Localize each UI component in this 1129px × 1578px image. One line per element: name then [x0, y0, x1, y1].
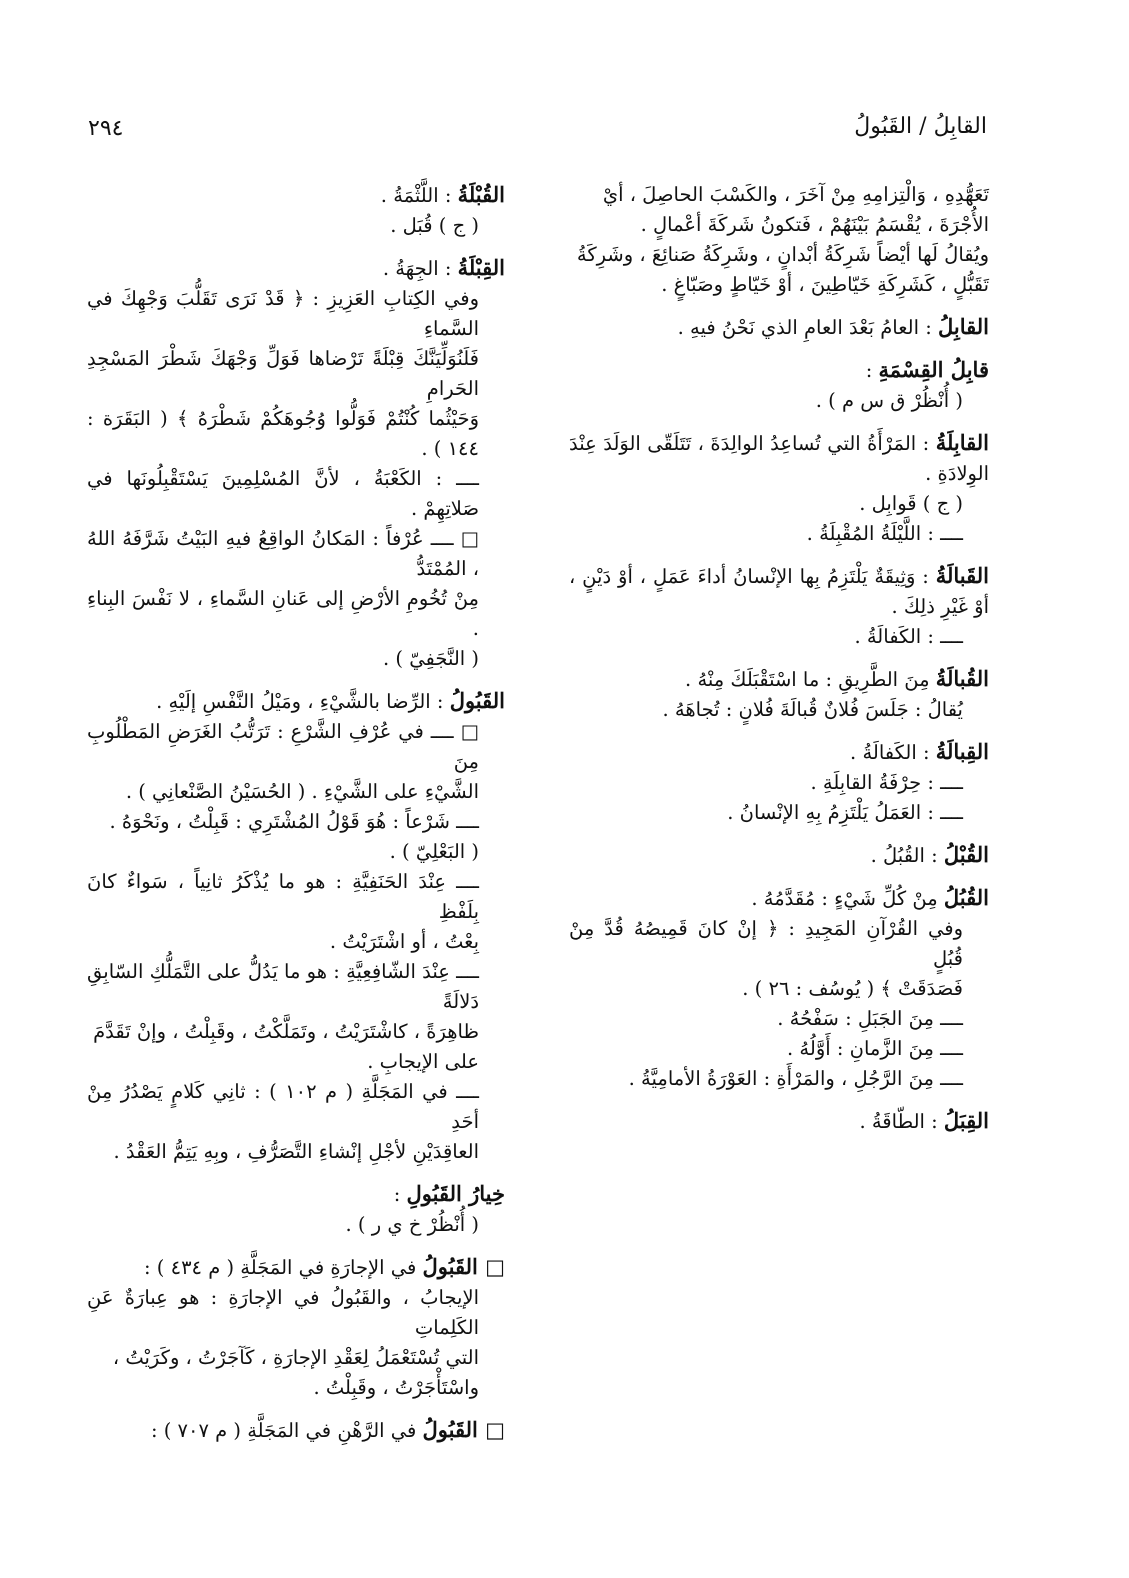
entry-definition: في الرَّهْنِ في المَجَلَّةِ ( م ٧٠٧ ) :: [150, 1419, 423, 1442]
entry-headword: القِبْلَةُ: [457, 255, 505, 280]
dictionary-entry: [87, 180, 505, 241]
entry-line: ــــ مِنَ الزَّمانِ : أَوَّلُهُ .: [787, 1037, 963, 1060]
entry-line: ــــ : اللَّيْلَةُ المُقْبِلَةُ .: [806, 522, 963, 545]
entry-line: ــــ : الكَفالَةُ .: [854, 625, 963, 648]
entry-line: ( أُنْظُرْ ق س م ) .: [815, 389, 963, 412]
dictionary-entry: [569, 1106, 989, 1137]
entry-line: ــــ مِنَ الرَّجُلِ ، والمَرْأَةِ : العَوْرَةُ الأمامِيَّةُ .: [628, 1067, 963, 1090]
entry-line: ( ج ) قَوابِل .: [859, 492, 963, 515]
dictionary-entry: [87, 1179, 505, 1240]
entry-definition: مِنَ الطَّرِيقِ : ما اسْتَقْبَلَكَ مِنْهُ .: [685, 668, 936, 691]
dictionary-entry: [569, 428, 989, 549]
dictionary-entry: [87, 1252, 505, 1403]
entry-line: □ ــــ عُرْفاً : المَكانُ الواقِعُ فيهِ البَيْتُ شَرَّفَهُ اللهُ ، المُمْتَدُّ: [87, 527, 479, 580]
page-header-title: القابِلُ / القَبُولُ: [854, 114, 987, 139]
entry-line: التي تُسْتَعْمَلُ لِعَقْدِ الإجارَةِ ، كَآجَرْتُ ، وكَرَيْتُ ،: [112, 1346, 479, 1369]
dictionary-entry: [569, 664, 989, 725]
entry-line: ــــ شَرْعاً : هُوَ قَوْلُ المُشْتَرِي : قَبِلْتُ ، ونَحْوَهُ .: [109, 810, 479, 833]
entry-definition: : القُبُلُ .: [870, 844, 944, 867]
entry-headword: القِبالَةُ: [935, 739, 989, 764]
entry-line: فَصَدَقَتْ ﴾ ( يُوسُف : ٢٦ ) .: [742, 977, 963, 1000]
entry-definition: : الكَفالَةُ .: [850, 741, 936, 764]
entry-definition: : الطّاقَةُ .: [859, 1110, 944, 1133]
entry-line: واسْتَأْجَرْتُ ، وقَبِلْتُ .: [313, 1376, 479, 1399]
entry-line: ظاهِرَةً ، كاشْتَرَيْتُ ، وتَمَلَّكْتُ ، وقَبِلْتُ ، وإنْ تَقَدَّمَ: [93, 1020, 479, 1043]
entry-line: بِعْتُ ، أو اشْتَرَيْتُ .: [329, 930, 479, 953]
entry-line: ويُقالُ لَها أيْضاً شَرِكَةُ أبْدانٍ ، وشَرِكَةُ صَنائِعَ ، وشَرِكَةُ: [576, 243, 989, 266]
entry-line: الأُجْرَةَ ، يُقْسَمُ بَيْنَهُمْ ، فَتكونُ شَركَةَ أعْمالٍ .: [640, 213, 989, 236]
entry-line: تَقَبُّلٍ ، كَشَرِكَةِ خَيّاطِينَ ، أوْ خَيّاطٍ وصَبّاغٍ .: [661, 273, 989, 296]
entry-definition: مِنْ كُلِّ شَيْءٍ : مُقَدَّمُهُ .: [751, 887, 944, 910]
entry-definition: :: [393, 1183, 407, 1206]
dictionary-entry: [87, 253, 505, 674]
dictionary-entry: [87, 686, 505, 1167]
entry-headword: خِيارُ القَبُولِ: [406, 1181, 505, 1206]
entry-line: ــــ : العَمَلُ يَلْتَزِمُ بِهِ الإنْسانُ .: [727, 801, 963, 824]
entry-line: ( النَّجَفِيّ ) .: [383, 647, 479, 670]
entry-headword: القِبَلُ: [943, 1108, 989, 1133]
entry-definition: : العامُ بَعْدَ العامِ الذي نَحْنُ فيهِ .: [677, 316, 938, 339]
entry-line: ــــ عِنْدَ الشّافِعِيَّةِ : هو ما يَدُلُّ على التَّمَلُّكِ السّابِقِ دَلالَةً: [87, 960, 479, 1013]
entry-line: تَعَهُّدِهِ ، وَالْتِزامِهِ مِنْ آخَرَ ، والكَسْبَ الحاصِلَ ، أيْ: [602, 183, 989, 206]
entry-headword: □ القَبُولُ: [422, 1254, 505, 1279]
left-column: [87, 180, 505, 1458]
entry-headword: قابِلُ القِسْمَةِ: [878, 357, 989, 382]
entry-line: ( أُنْظُرْ خ ي ر ) .: [345, 1213, 479, 1236]
entry-definition: : اللَّثْمَةُ .: [380, 184, 458, 207]
entry-line: الإيجابُ ، والقَبُولُ في الإجارَةِ : هو عِبارَةٌ عَنِ الكَلِماتِ: [87, 1286, 479, 1339]
page-number: ٢٩٤: [88, 116, 124, 141]
entry-line: □ ــــ في عُرْفِ الشَّرْعِ : تَرَتُّبُ الغَرَضِ المَطْلُوبِ مِنَ: [87, 720, 479, 773]
entry-definition: :: [865, 359, 879, 382]
entry-line: وفي القُرْآنِ المَجِيدِ : ﴿ إنْ كانَ قَمِيصُهُ قُدَّ مِنْ قُبُلٍ: [569, 917, 963, 970]
entry-line: ــــ مِنَ الجَبَلِ : سَفْحُهُ .: [777, 1007, 963, 1030]
entry-line: ــــ عِنْدَ الحَنَفِيَّةِ : هو ما يُذْكَرُ ثانِياً ، سَواءٌ كانَ بِلَفْظِ: [87, 870, 479, 923]
dictionary-entry: [569, 737, 989, 828]
dictionary-entry: [569, 840, 989, 871]
entry-line: وَحَيْثُما كُنْتُمْ فَوَلُّوا وُجُوهَكُمْ شَطْرَهُ ﴾ ( البَقَرَة : ١٤٤ ) .: [87, 407, 479, 460]
entry-definition: : الجِهَةُ .: [382, 257, 458, 280]
entry-definition: : المَرْأَةُ التي تُساعِدُ الوالِدَةَ ، تَتَلَقّى الوَلَدَ عِنْدَ الوِلادَةِ .: [569, 432, 989, 485]
entry-definition: في الإجارَةِ في المَجَلَّةِ ( م ٤٣٤ ) :: [144, 1256, 423, 1279]
dictionary-entry: [569, 355, 989, 416]
dictionary-entry: [569, 180, 989, 300]
entry-headword: القُبالَةُ: [935, 666, 989, 691]
entry-line: ــــ : الكَعْبَةُ ، لأنَّ المُسْلِمِينَ يَسْتَقْبِلُونَها في صَلاتِهِمْ .: [87, 467, 479, 520]
entry-line: وفي الكِتابِ العَزِيزِ : ﴿ قَدْ نَرَى تَقَلُّبَ وَجْهِكَ في السَّماءِ: [87, 287, 479, 340]
entry-definition: : وَثِيقَةٌ يَلْتَزِمُ بِها الإنْسانُ أداءَ عَمَلٍ ، أوْ دَيْنٍ ، أوْ غَيْرِ ذلِكَ .: [569, 565, 989, 618]
entry-headword: القُبْلُ: [943, 842, 989, 867]
entry-line: فَلَنُوَلِّيَنَّكَ قِبْلَةً تَرْضاها فَوَلِّ وَجْهَكَ شَطْرَ المَسْجِدِ الحَرامِ: [87, 347, 479, 400]
entry-headword: القَبُولُ: [449, 688, 505, 713]
entry-headword: □ القَبُولُ: [422, 1417, 505, 1442]
dictionary-entry: [87, 1415, 505, 1446]
entry-headword: القابِلُ: [937, 314, 989, 339]
dictionary-entry: [569, 883, 989, 1094]
entry-headword: القابِلَةُ: [935, 430, 989, 455]
entry-definition: : الرِّضا بالشَّيْءِ ، ومَيْلُ النَّفْسِ إلَيْهِ .: [156, 690, 450, 713]
entry-line: ( البَعْلِيّ ) .: [389, 840, 479, 863]
entry-headword: القُبْلَةُ: [457, 182, 505, 207]
dictionary-entry: [569, 561, 989, 652]
entry-line: يُقالُ : جَلَسَ فُلانٌ قُبالَةَ فُلانٍ : تُجاهَهُ .: [662, 698, 963, 721]
entry-line: مِنْ تُخُومِ الأرْضِ إلى عَنانِ السَّماءِ ، لا نَفْسَ البِناءِ .: [87, 587, 479, 640]
entry-headword: القُبُلُ: [943, 885, 989, 910]
entry-line: الشَّيْءِ على الشَّيْءِ . ( الحُسَيْنُ الصَّنْعانِي ) .: [125, 780, 479, 803]
entry-line: على الإيجابِ .: [367, 1050, 479, 1073]
entry-line: ( ج ) قُبَل .: [390, 214, 479, 237]
entry-line: ــــ في المَجَلَّةِ ( م ١٠٢ ) : ثانِي كَلامٍ يَصْدُرُ مِنْ أحَدِ: [87, 1080, 479, 1133]
dictionary-entry: [569, 312, 989, 343]
right-column: [569, 180, 989, 1149]
entry-line: العاقِدَيْنِ لأجْلِ إنْشاءِ التَّصَرُّفِ ، وبِهِ يَتِمُّ العَقْدُ .: [113, 1140, 479, 1163]
entry-line: ــــ : حِرْفَةُ القابِلَةِ .: [810, 771, 963, 794]
entry-headword: القَبالَةُ: [935, 563, 989, 588]
